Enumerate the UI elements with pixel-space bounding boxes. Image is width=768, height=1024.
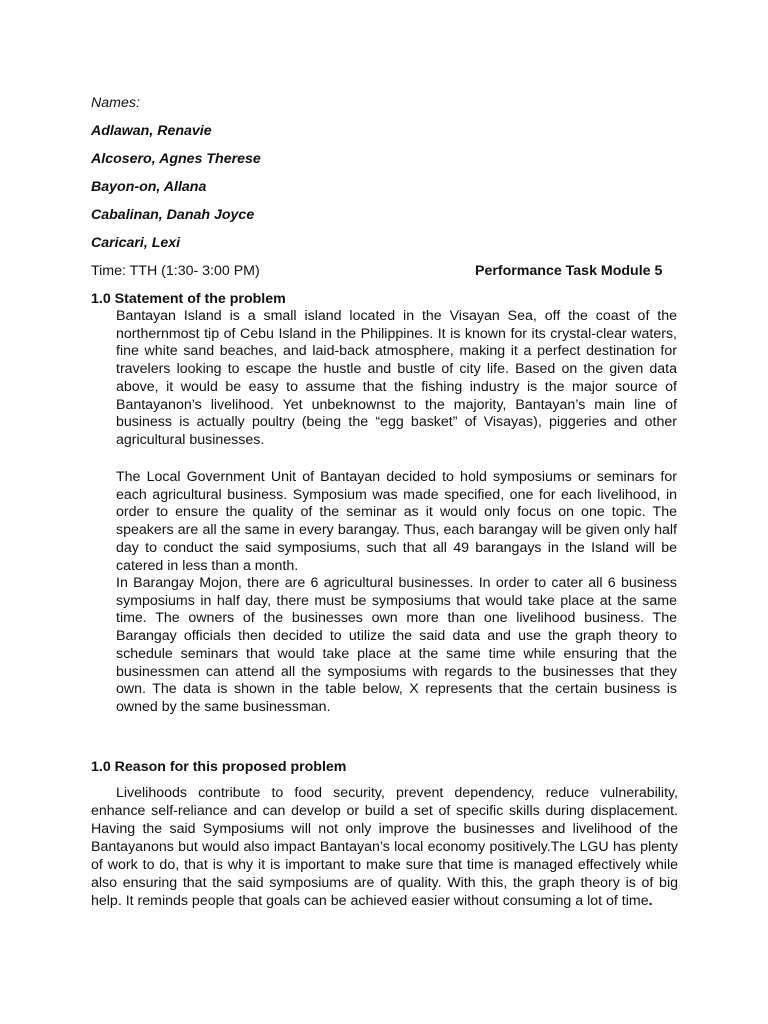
class-time: Time: TTH (1:30- 3:00 PM)	[91, 263, 260, 279]
member-name-2: Alcosero, Agnes Therese	[91, 151, 261, 167]
names-label: Names:	[91, 95, 140, 111]
section-heading-statement: 1.0 Statement of the problem	[91, 291, 286, 307]
statement-paragraph-3: In Barangay Mojon, there are 6 agricultural businesses. In order to cater all 6 business symposiums in half day, there must be symposiums that would take place at the same time. The owners of the businesses own more than one livelihood business. The Barangay officials then decided to utilize the said data and use the graph theory to schedule seminars that would take place at the same time while ensuring that the businessmen can attend all the symposiums with regards to the businesses that they own. The data is shown in the table below, X represents that the certain business is owned by the same businessman.	[116, 575, 677, 715]
member-name-4: Cabalinan, Danah Joyce	[91, 207, 255, 223]
statement-paragraph-1: Bantayan Island is a small island located in the Visayan Sea, off the coast of the northernmost tip of Cebu Island in the Philippines. It is known for its crystal-clear waters, fine white sand beaches, and laid-back atmosphere, making it a perfect destination for travelers looking to escape the hustle and bustle of city life. Based on the given data above, it would be easy to assume that the fishing industry is the major source of Bantayanon’s livelihood. Yet unbeknownst to the majority, Bantayan’s main line of business is actually poultry (being the “egg basket” of Visayas), piggeries and other agricultural businesses.	[116, 308, 677, 448]
reason-paragraph	[91, 784, 678, 910]
statement-paragraph-2: The Local Government Unit of Bantayan decided to hold symposiums or seminars for each agricultural business. Symposium was made specified, one for each livelihood, in order to ensure the quality of the seminar as it would only focus on one topic. The speakers are all the same in every barangay. Thus, each barangay will be given only half day to conduct the said symposiums, such that all 49 barangays in the Island will be catered in less than a month.	[116, 469, 677, 574]
reason-final-period: .	[648, 893, 653, 909]
member-name-5: Caricari, Lexi	[91, 235, 181, 251]
reason-paragraph-text: Livelihoods contribute to food security, prevent dependency, reduce vulnerability, enhance self-reliance and can develop or build a set of specific skills during displacement. Having the said Symposiums will not only improve the businesses and livelihood of the Bantayanons but would also impact Bantayan’s local economy positively.The LGU has plenty of work to do, that is why it is important to make sure that time is managed effectively while also ensuring that the said symposiums are of quality. With this, the graph theory is of big help. It reminds people that goals can be achieved easier without consuming a lot of time	[91, 785, 678, 909]
member-name-3: Bayon-on, Allana	[91, 179, 207, 195]
section-heading-reason: 1.0 Reason for this proposed problem	[91, 759, 347, 775]
task-title: Performance Task Module 5	[475, 263, 663, 279]
member-name-1: Adlawan, Renavie	[91, 123, 212, 139]
